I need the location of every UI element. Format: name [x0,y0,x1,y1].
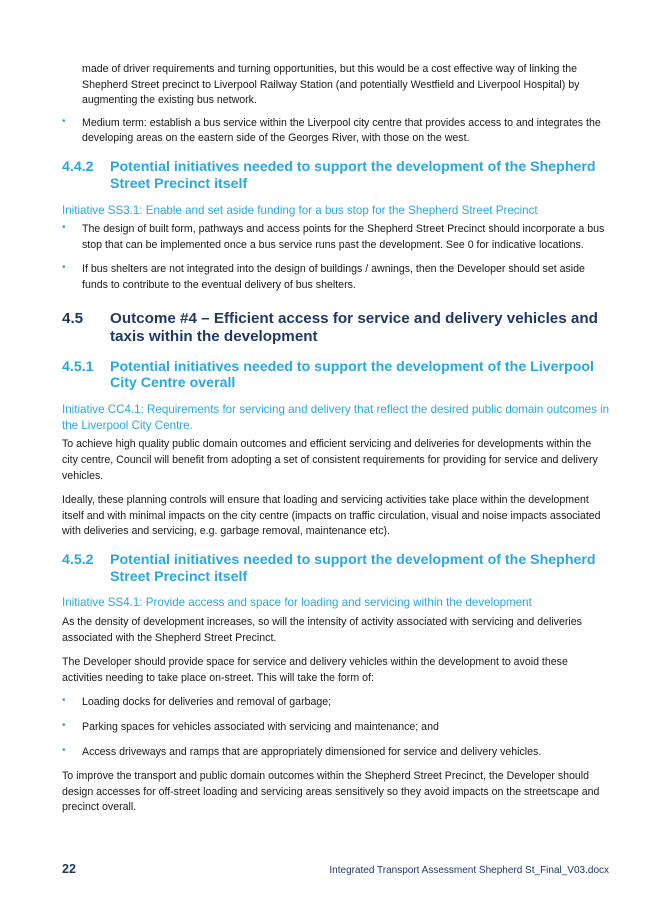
list-item [62,695,610,711]
heading-title: Potential initiatives needed to support the development of the Liverpool City Centre overall [110,358,595,392]
paragraph: To achieve high quality public domain outcomes and efficient servicing and deliveries for developments within the city centre, Council will benefit from adopting a set of consistent requirements for providing for service and delivery vehicles. [62,438,598,482]
heading-number: 4.5.2 [62,551,94,568]
list-item [62,262,610,293]
initiative-ss4-1: Initiative SS4.1: Provide access and space for loading and servicing within the development [62,596,532,610]
bullet-text: Parking spaces for vehicles associated with servicing and maintenance; and [82,721,439,734]
initiative-ss3-1: Initiative SS3.1: Enable and set aside funding for a bus stop for the Shepherd Street Precinct [62,203,538,217]
initiative-cc4-1: Initiative CC4.1: Requirements for servicing and delivery that reflect the desired public domain outcomes in the Liverpool City Centre. [62,403,610,432]
heading-title: Potential initiatives needed to support the development of the Shepherd Street Precinct itself [110,158,596,192]
document-title: Integrated Transport Assessment Shepherd St_Final_V03.docx [329,865,609,876]
heading-number: 4.5.1 [62,358,94,375]
document-page [62,62,610,825]
heading-number: 4.5 [62,309,84,327]
bullet-icon: • [62,222,66,234]
intro-paragraph: made of driver requirements and turning opportunities, but this would be a cost effective way of linking the Shepherd Street precinct to Liverpool Railway Station (and potentially Westfield and Liverpool Hospital) by augmenting the existing bus network. [82,63,580,107]
list-item [62,745,610,761]
bullet-icon: • [62,720,66,732]
bullet-icon: • [62,262,66,274]
heading-4-5 [62,310,610,347]
list-item [62,720,610,736]
heading-4-5-1 [62,359,610,393]
list-item [62,222,610,253]
page-footer [62,862,609,876]
heading-title: Potential initiatives needed to support the development of the Shepherd Street Precinct itself [110,551,596,585]
paragraph: To improve the transport and public domain outcomes within the Shepherd Street Precinct, the Developer should design accesses for off-street loading and servicing areas sensitively so they avoid impacts on the streetscape and precinct overall. [62,770,600,814]
paragraph: Ideally, these planning controls will ensure that loading and servicing activities take place within the development itself and with minimal impacts on the city centre (impacts on traffic circulation, visual and noise impacts associated with deliveries and servicing, e.g. garbage removal, maintenance etc). [62,494,601,538]
list-item [62,116,610,147]
heading-4-4-2 [62,159,610,193]
heading-4-5-2 [62,552,610,586]
heading-title: Outcome #4 – Efficient access for service and delivery vehicles and taxis within the development [110,309,598,346]
bullet-icon: • [62,115,66,127]
bullet-text: Medium term: establish a bus service within the Liverpool city centre that provides access to and integrates the developing areas on the eastern side of the Georges River, with those on the west. [82,116,601,145]
bullet-text: Loading docks for deliveries and removal of garbage; [82,696,332,709]
bullet-icon: • [62,744,66,756]
page-number: 22 [62,862,76,876]
bullet-text: If bus shelters are not integrated into the design of buildings / awnings, then the Developer should set aside funds to contribute to the eventual delivery of bus shelters. [82,263,585,291]
bullet-text: The design of built form, pathways and access points for the Shepherd Street Precinct should incorporate a bus stop that can be implemented once a bus service runs past the development. See 0 for indicative locations. [82,223,605,251]
bullet-icon: • [62,695,66,707]
heading-number: 4.4.2 [62,158,94,175]
paragraph: As the density of development increases, so will the intensity of activity associated with servicing and deliveries associated with the Shepherd Street Precinct. [62,616,582,644]
paragraph: The Developer should provide space for service and delivery vehicles within the development to avoid these activities needing to take place on-street. This will take the form of: [62,656,568,684]
bullet-text: Access driveways and ramps that are appropriately dimensioned for service and delivery vehicles. [82,745,542,758]
